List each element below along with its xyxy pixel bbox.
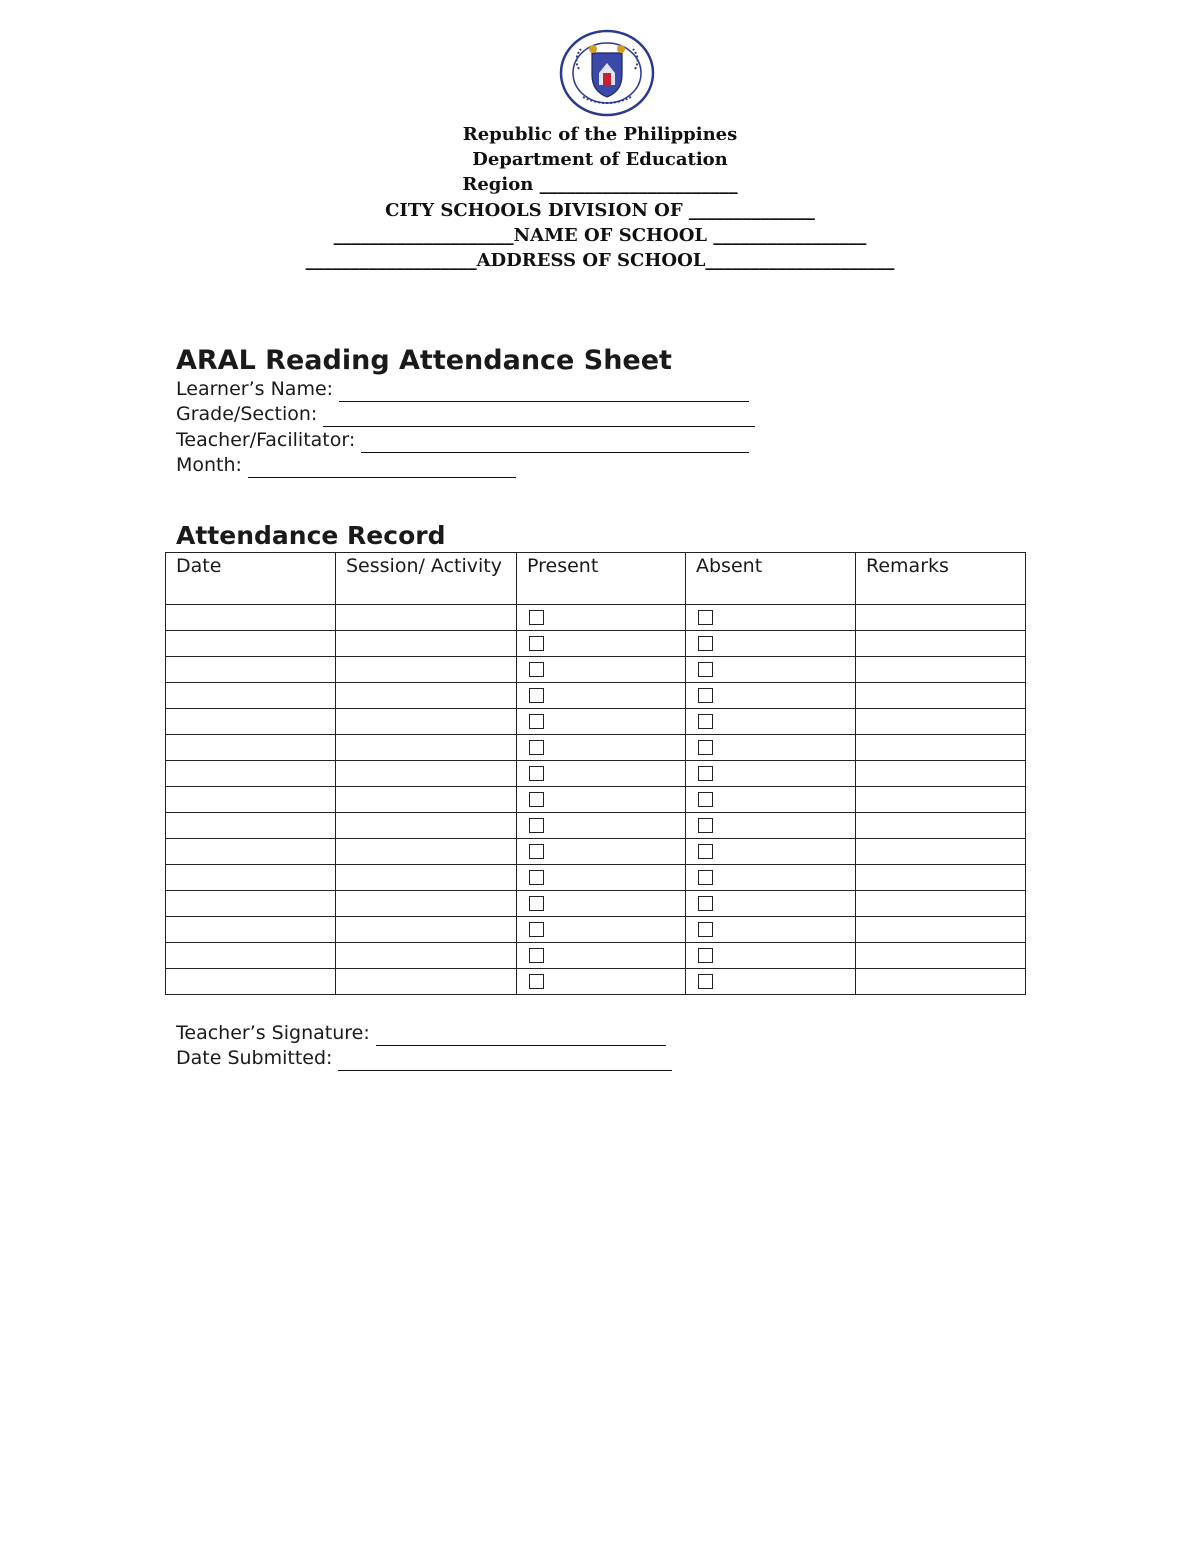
table-row bbox=[166, 969, 1026, 995]
date-cell[interactable] bbox=[166, 839, 336, 865]
empty-checkbox-icon[interactable] bbox=[529, 844, 544, 859]
column-header-remarks: Remarks bbox=[856, 553, 1026, 605]
absent-cell bbox=[686, 787, 856, 813]
date-cell[interactable] bbox=[166, 683, 336, 709]
header-region: Region ______________________ bbox=[462, 174, 738, 195]
session-activity-cell[interactable] bbox=[336, 631, 517, 657]
empty-checkbox-icon[interactable] bbox=[698, 922, 713, 937]
session-activity-cell[interactable] bbox=[336, 683, 517, 709]
absent-cell bbox=[686, 813, 856, 839]
empty-checkbox-icon[interactable] bbox=[698, 792, 713, 807]
empty-checkbox-icon[interactable] bbox=[698, 948, 713, 963]
header-republic: Republic of the Philippines bbox=[462, 124, 738, 145]
empty-checkbox-icon[interactable] bbox=[529, 896, 544, 911]
column-header-absent: Absent bbox=[686, 553, 856, 605]
learner-name-blank[interactable] bbox=[339, 381, 749, 402]
date-cell[interactable] bbox=[166, 865, 336, 891]
present-cell bbox=[517, 657, 686, 683]
learner-name-label: Learner’s Name: bbox=[176, 378, 334, 400]
session-activity-cell[interactable] bbox=[336, 709, 517, 735]
month-blank[interactable] bbox=[248, 457, 516, 478]
table-header-row bbox=[166, 553, 1026, 605]
date-cell[interactable] bbox=[166, 657, 336, 683]
empty-checkbox-icon[interactable] bbox=[698, 610, 713, 625]
present-cell bbox=[517, 917, 686, 943]
table-row bbox=[166, 813, 1026, 839]
session-activity-cell[interactable] bbox=[336, 605, 517, 631]
remarks-cell[interactable] bbox=[856, 761, 1026, 787]
present-cell bbox=[517, 735, 686, 761]
present-cell bbox=[517, 787, 686, 813]
remarks-cell[interactable] bbox=[856, 813, 1026, 839]
table-row bbox=[166, 709, 1026, 735]
present-cell bbox=[517, 865, 686, 891]
header-division: CITY SCHOOLS DIVISION OF ______________ bbox=[385, 200, 815, 221]
table-row bbox=[166, 917, 1026, 943]
present-cell bbox=[517, 943, 686, 969]
present-cell bbox=[517, 709, 686, 735]
learner-name-field bbox=[176, 377, 749, 402]
absent-cell bbox=[686, 943, 856, 969]
column-header-present: Present bbox=[517, 553, 686, 605]
empty-checkbox-icon[interactable] bbox=[529, 922, 544, 937]
session-activity-cell[interactable] bbox=[336, 787, 517, 813]
date-cell[interactable] bbox=[166, 917, 336, 943]
empty-checkbox-icon[interactable] bbox=[698, 818, 713, 833]
absent-cell bbox=[686, 683, 856, 709]
remarks-cell[interactable] bbox=[856, 943, 1026, 969]
present-cell bbox=[517, 605, 686, 631]
date-submitted-field bbox=[176, 1046, 672, 1071]
empty-checkbox-icon[interactable] bbox=[529, 610, 544, 625]
present-cell bbox=[517, 631, 686, 657]
attendance-rows bbox=[166, 605, 1026, 995]
empty-checkbox-icon[interactable] bbox=[529, 974, 544, 989]
date-cell[interactable] bbox=[166, 761, 336, 787]
teacher-facilitator-blank[interactable] bbox=[361, 432, 749, 453]
table-row bbox=[166, 943, 1026, 969]
absent-cell bbox=[686, 605, 856, 631]
empty-checkbox-icon[interactable] bbox=[698, 714, 713, 729]
absent-cell bbox=[686, 865, 856, 891]
date-cell[interactable] bbox=[166, 787, 336, 813]
absent-cell bbox=[686, 761, 856, 787]
absent-cell bbox=[686, 631, 856, 657]
remarks-cell[interactable] bbox=[856, 787, 1026, 813]
empty-checkbox-icon[interactable] bbox=[698, 844, 713, 859]
session-activity-cell[interactable] bbox=[336, 735, 517, 761]
attendance-title: Attendance Record bbox=[176, 521, 446, 550]
empty-checkbox-icon[interactable] bbox=[529, 740, 544, 755]
table-row bbox=[166, 657, 1026, 683]
absent-cell bbox=[686, 891, 856, 917]
empty-checkbox-icon[interactable] bbox=[698, 766, 713, 781]
empty-checkbox-icon[interactable] bbox=[698, 974, 713, 989]
header-school-address: ___________________ADDRESS OF SCHOOL_____________________ bbox=[305, 250, 895, 271]
empty-checkbox-icon[interactable] bbox=[529, 766, 544, 781]
absent-cell bbox=[686, 735, 856, 761]
date-submitted-label: Date Submitted: bbox=[176, 1047, 333, 1069]
date-cell[interactable] bbox=[166, 605, 336, 631]
empty-checkbox-icon[interactable] bbox=[529, 818, 544, 833]
session-activity-cell[interactable] bbox=[336, 839, 517, 865]
sheet-title: ARAL Reading Attendance Sheet bbox=[176, 345, 672, 376]
session-activity-cell[interactable] bbox=[336, 657, 517, 683]
table-row bbox=[166, 761, 1026, 787]
remarks-cell[interactable] bbox=[856, 735, 1026, 761]
table-row bbox=[166, 735, 1026, 761]
absent-cell bbox=[686, 969, 856, 995]
present-cell bbox=[517, 839, 686, 865]
absent-cell bbox=[686, 657, 856, 683]
empty-checkbox-icon[interactable] bbox=[529, 948, 544, 963]
empty-checkbox-icon[interactable] bbox=[529, 792, 544, 807]
date-cell[interactable] bbox=[166, 969, 336, 995]
empty-checkbox-icon[interactable] bbox=[529, 714, 544, 729]
session-activity-cell[interactable] bbox=[336, 761, 517, 787]
session-activity-cell[interactable] bbox=[336, 969, 517, 995]
table-row bbox=[166, 839, 1026, 865]
month-field bbox=[176, 453, 516, 478]
session-activity-cell[interactable] bbox=[336, 917, 517, 943]
column-header-session-activity: Session/ Activity bbox=[336, 553, 517, 605]
session-activity-cell[interactable] bbox=[336, 865, 517, 891]
attendance-table bbox=[165, 552, 1026, 995]
session-activity-cell[interactable] bbox=[336, 813, 517, 839]
column-header-date: Date bbox=[166, 553, 336, 605]
grade-section-label: Grade/Section: bbox=[176, 403, 318, 425]
teacher-facilitator-field bbox=[176, 428, 749, 453]
empty-checkbox-icon[interactable] bbox=[529, 636, 544, 651]
month-label: Month: bbox=[176, 454, 242, 476]
remarks-cell[interactable] bbox=[856, 865, 1026, 891]
teacher-signature-field bbox=[176, 1021, 666, 1046]
empty-checkbox-icon[interactable] bbox=[698, 636, 713, 651]
remarks-cell[interactable] bbox=[856, 839, 1026, 865]
empty-checkbox-icon[interactable] bbox=[698, 870, 713, 885]
empty-checkbox-icon[interactable] bbox=[529, 662, 544, 677]
date-cell[interactable] bbox=[166, 813, 336, 839]
remarks-cell[interactable] bbox=[856, 683, 1026, 709]
present-cell bbox=[517, 891, 686, 917]
absent-cell bbox=[686, 917, 856, 943]
table-row bbox=[166, 683, 1026, 709]
table-row bbox=[166, 605, 1026, 631]
teacher-facilitator-label: Teacher/Facilitator: bbox=[176, 429, 356, 451]
remarks-cell[interactable] bbox=[856, 605, 1026, 631]
absent-cell bbox=[686, 709, 856, 735]
date-cell[interactable] bbox=[166, 891, 336, 917]
remarks-cell[interactable] bbox=[856, 631, 1026, 657]
date-cell[interactable] bbox=[166, 735, 336, 761]
present-cell bbox=[517, 761, 686, 787]
table-row bbox=[166, 787, 1026, 813]
remarks-cell[interactable] bbox=[856, 891, 1026, 917]
empty-checkbox-icon[interactable] bbox=[698, 740, 713, 755]
remarks-cell[interactable] bbox=[856, 969, 1026, 995]
date-cell[interactable] bbox=[166, 631, 336, 657]
grade-section-field bbox=[176, 402, 755, 427]
remarks-cell[interactable] bbox=[856, 709, 1026, 735]
present-cell bbox=[517, 683, 686, 709]
empty-checkbox-icon[interactable] bbox=[698, 896, 713, 911]
header-school-name: ____________________NAME OF SCHOOL _________________ bbox=[333, 225, 867, 246]
table-row bbox=[166, 631, 1026, 657]
date-cell[interactable] bbox=[166, 943, 336, 969]
date-submitted-blank[interactable] bbox=[338, 1050, 672, 1071]
absent-cell bbox=[686, 839, 856, 865]
empty-checkbox-icon[interactable] bbox=[529, 870, 544, 885]
deped-seal-icon bbox=[559, 29, 655, 117]
empty-checkbox-icon[interactable] bbox=[698, 662, 713, 677]
header-department: Department of Education bbox=[472, 149, 728, 170]
date-cell[interactable] bbox=[166, 709, 336, 735]
teacher-signature-label: Teacher’s Signature: bbox=[176, 1022, 370, 1044]
empty-checkbox-icon[interactable] bbox=[698, 688, 713, 703]
teacher-signature-blank[interactable] bbox=[376, 1025, 666, 1046]
table-row bbox=[166, 865, 1026, 891]
remarks-cell[interactable] bbox=[856, 657, 1026, 683]
remarks-cell[interactable] bbox=[856, 917, 1026, 943]
empty-checkbox-icon[interactable] bbox=[529, 688, 544, 703]
present-cell bbox=[517, 813, 686, 839]
session-activity-cell[interactable] bbox=[336, 891, 517, 917]
present-cell bbox=[517, 969, 686, 995]
table-row bbox=[166, 891, 1026, 917]
session-activity-cell[interactable] bbox=[336, 943, 517, 969]
grade-section-blank[interactable] bbox=[323, 406, 755, 427]
